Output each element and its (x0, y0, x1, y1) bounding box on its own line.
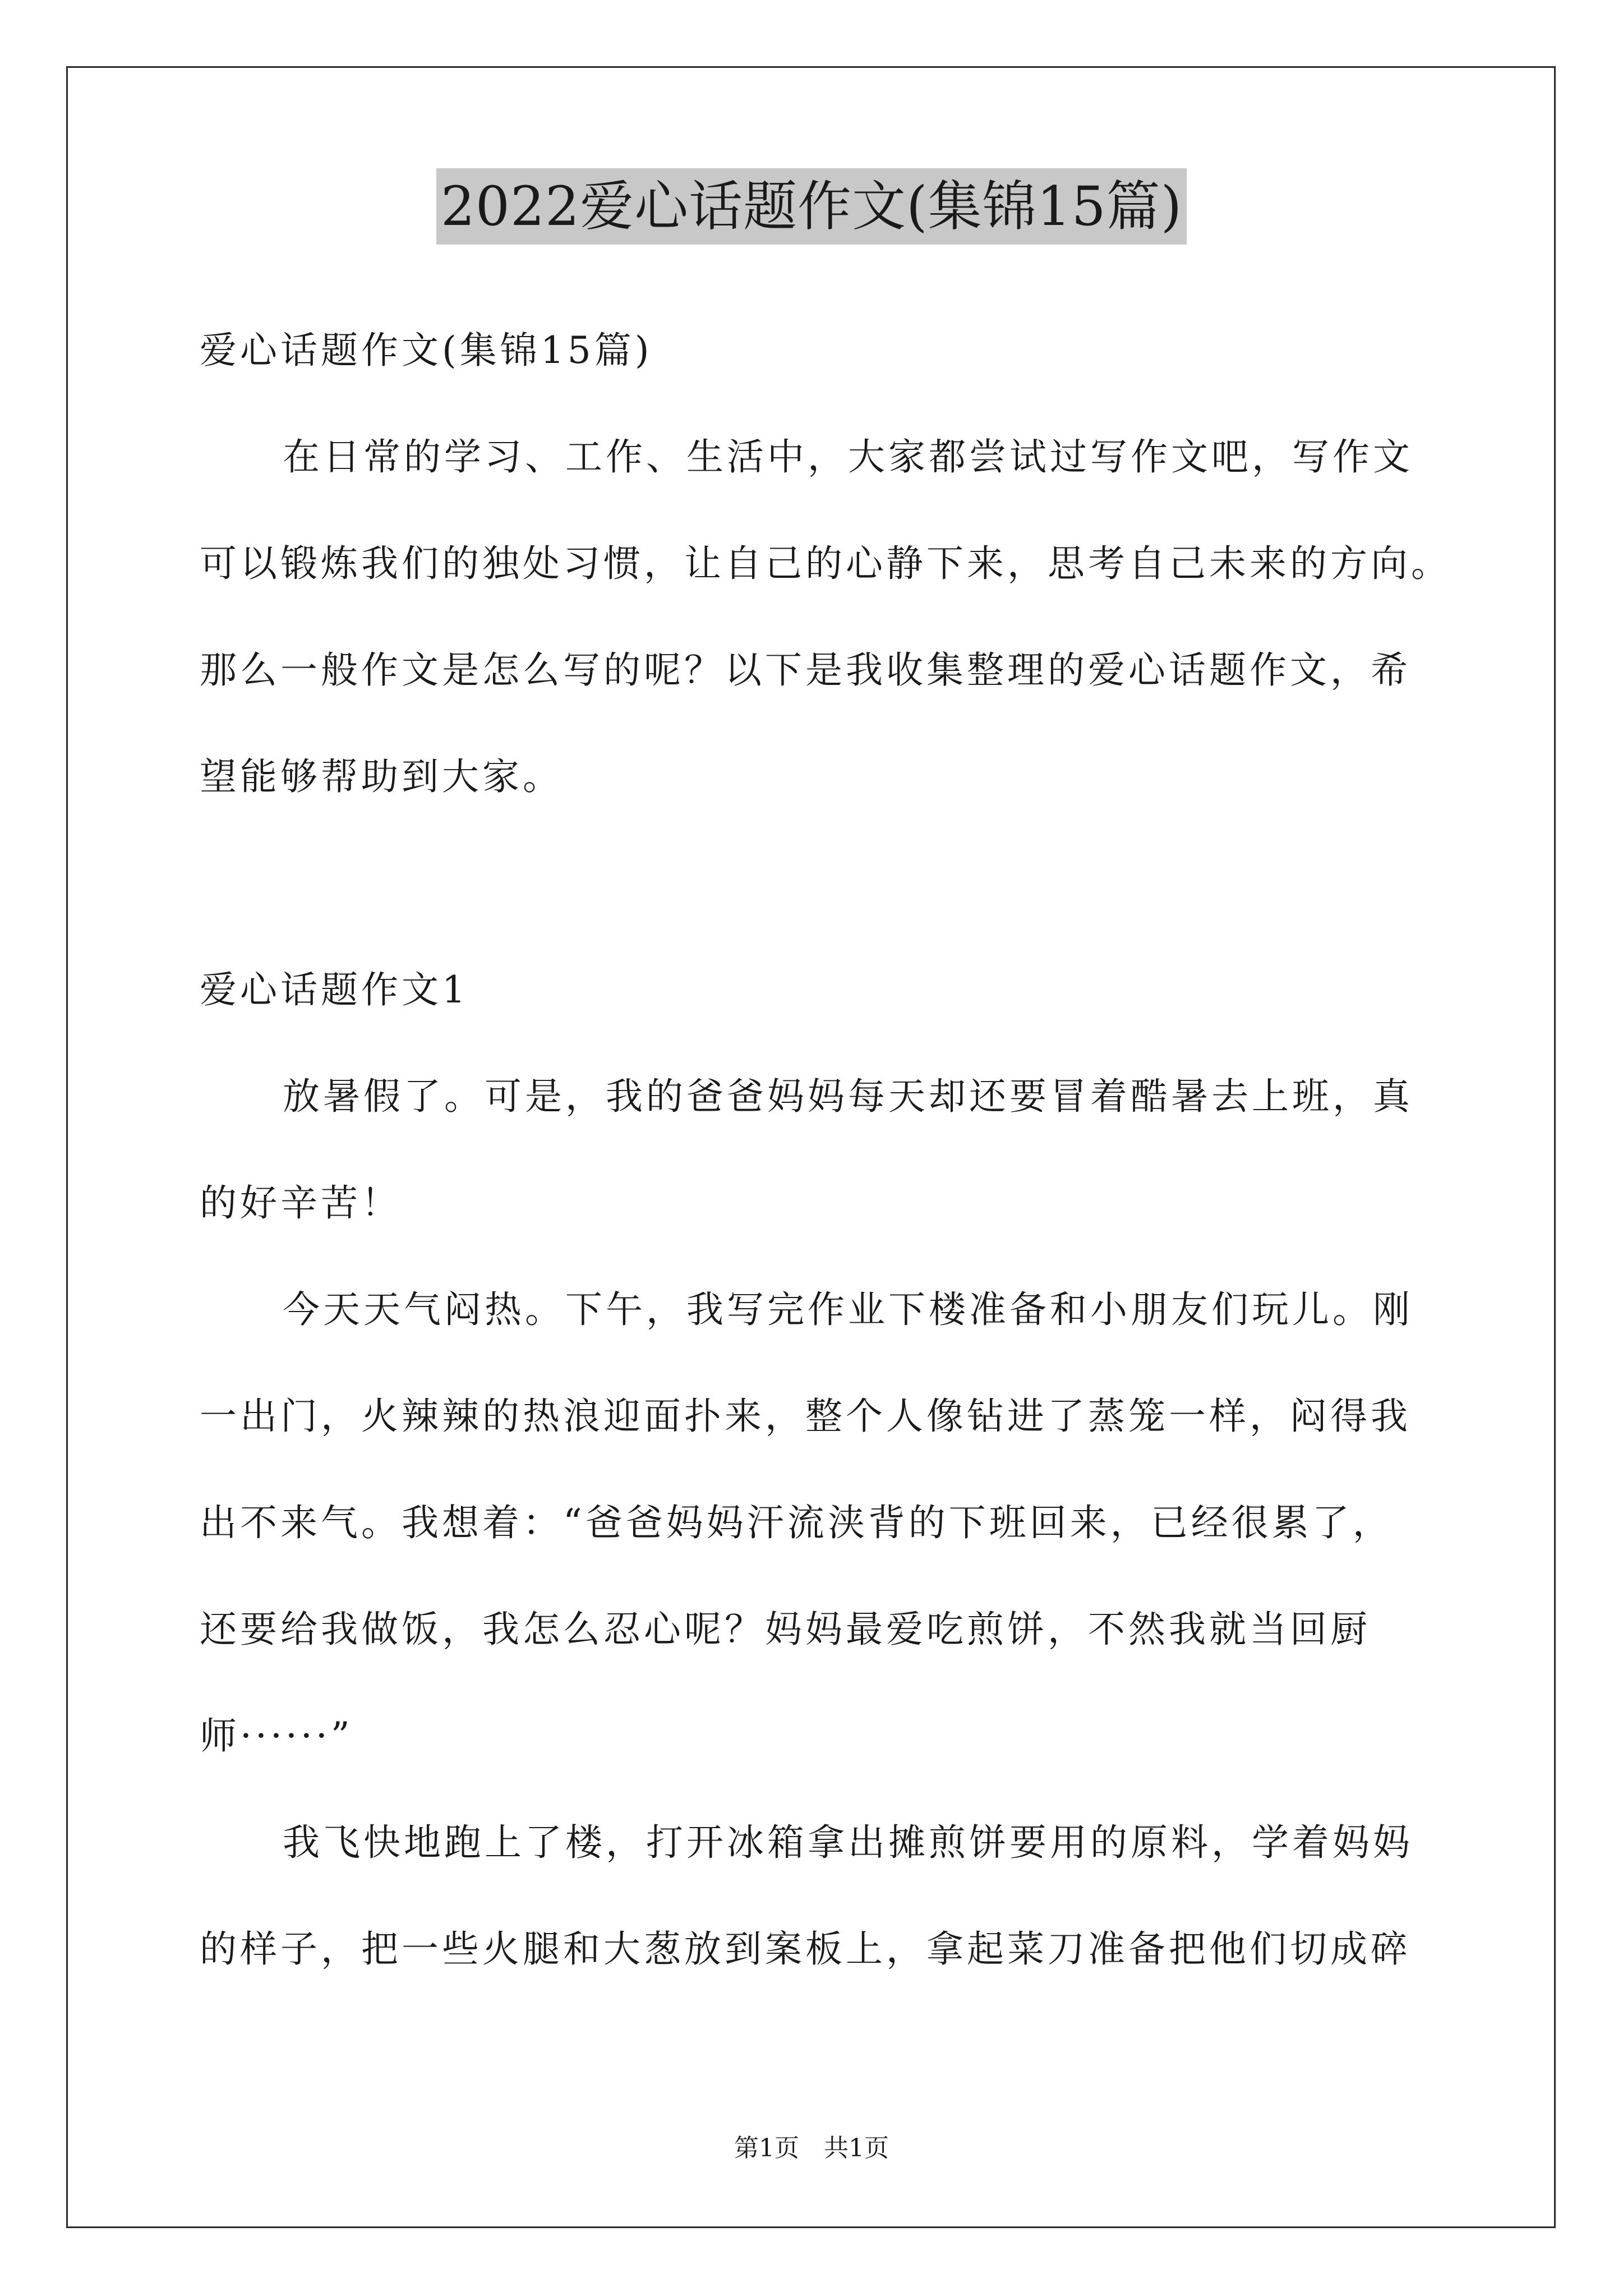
subtitle: 爱心话题作文(集锦15篇) (200, 329, 653, 372)
intro-line: 在日常的学习、工作、生活中，大家都尝试过写作文吧，写作文 (283, 435, 1413, 478)
intro-line: 望能够帮助到大家。 (200, 755, 563, 798)
paragraph-line: 今天天气闷热。下午，我写完作业下楼准备和小朋友们玩儿。刚 (283, 1288, 1413, 1331)
page-number: 第1页 共1页 (734, 2134, 889, 2162)
paragraph-line: 师······” (200, 1714, 353, 1757)
paragraph-gap (200, 830, 1433, 937)
paragraph-line: 的样子，把一些火腿和大葱放到案板上，拿起菜刀准备把他们切成碎 (200, 1927, 1411, 1971)
paragraph-line: 的好辛苦！ (200, 1181, 402, 1225)
document-title: 2022爱心话题作文(集锦15篇) (436, 168, 1187, 245)
paragraph-line: 出不来气。我想着：“爸爸妈妈汗流浃背的下班回来，已经很累了， (200, 1501, 1393, 1544)
paragraph-line: 放暑假了。可是，我的爸爸妈妈每天却还要冒着酷暑去上班，真 (283, 1075, 1413, 1118)
document-body (200, 297, 1451, 2003)
title-container (0, 168, 1623, 245)
intro-line: 那么一般作文是怎么写的呢？以下是我收集整理的爱心话题作文，希 (200, 648, 1411, 692)
paragraph-line: 还要给我做饭，我怎么忍心呢？妈妈最爱吃煎饼，不然我就当回厨 (200, 1608, 1371, 1651)
paragraph-line: 我飞快地跑上了楼，打开冰箱拿出摊煎饼要用的原料，学着妈妈 (283, 1821, 1413, 1864)
page-footer (0, 2132, 1623, 2165)
paragraph-line: 一出门，火辣辣的热浪迎面扑来，整个人像钻进了蒸笼一样，闷得我 (200, 1395, 1411, 1438)
intro-line: 可以锻炼我们的独处习惯，让自己的心静下来，思考自己未来的方向。 (200, 542, 1451, 585)
section-heading: 爱心话题作文1 (200, 968, 469, 1011)
